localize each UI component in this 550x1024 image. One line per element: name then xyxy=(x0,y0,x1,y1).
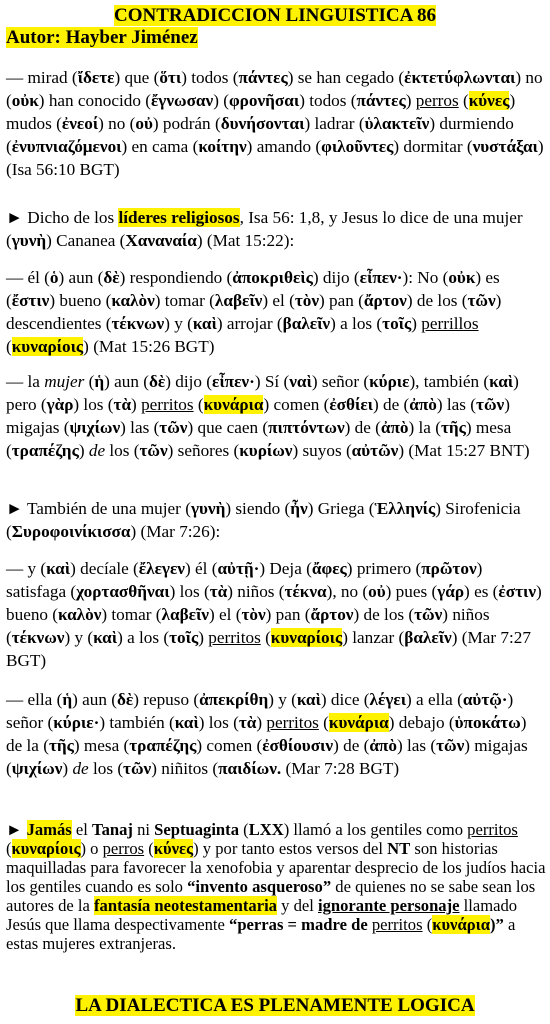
text-run: ) tomar ( xyxy=(154,291,215,310)
text-run: — y ( xyxy=(6,559,47,578)
text-run: ἴδετε xyxy=(77,68,115,87)
text-run: LXX xyxy=(248,820,284,839)
paragraph-context-2 xyxy=(6,497,546,543)
text-run: ) que caen ( xyxy=(187,418,269,437)
text-run: ) Sí ( xyxy=(254,372,290,391)
text-run: ) es ( xyxy=(464,582,499,601)
text-run: παιδίων. xyxy=(218,759,282,778)
text-run: τὰ xyxy=(113,395,132,414)
text-run: τοῖς xyxy=(169,628,199,647)
text-run: κυνάρια xyxy=(432,915,491,934)
text-run: ) o xyxy=(80,839,103,858)
text-run: ) no ( xyxy=(98,114,136,133)
text-run: καλὸν xyxy=(111,291,155,310)
text-run: ): No ( xyxy=(402,268,449,287)
text-run: ἐσθίει xyxy=(329,395,373,414)
text-run: ) aun ( xyxy=(58,268,104,287)
text-run: ) lanzar ( xyxy=(342,628,405,647)
text-run: λαβεῖν xyxy=(214,291,263,310)
text-run: ὑποκάτω xyxy=(454,713,521,732)
text-run: — ella ( xyxy=(6,690,63,709)
text-run: ὑλακτεῖν xyxy=(364,114,430,133)
text-run: ) que ( xyxy=(114,68,160,87)
text-run: ) los ( xyxy=(198,713,239,732)
text-run: καὶ xyxy=(296,690,321,709)
text-run: ) niñitos ( xyxy=(151,759,219,778)
text-run: ) señor ( xyxy=(6,690,514,732)
text-run: ) las ( xyxy=(436,395,477,414)
text-run: ) de ( xyxy=(344,418,381,437)
text-run: ) Cananea ( xyxy=(46,231,126,250)
text-run: κυνάρια xyxy=(203,395,264,414)
text-run: ) la ( xyxy=(408,418,441,437)
text-run: ) de la ( xyxy=(6,713,527,755)
text-run: ) xyxy=(131,395,142,414)
text-run: ( xyxy=(193,395,204,414)
text-run: τὸν xyxy=(294,291,320,310)
paragraph-mark-7-28 xyxy=(6,688,546,780)
text-run: ) y ( xyxy=(64,628,94,647)
text-run: ) a los ( xyxy=(117,628,170,647)
text-run: ἄρτον xyxy=(363,291,407,310)
text-run: νυστάξαι xyxy=(472,137,538,156)
paragraph-conclusion xyxy=(6,820,546,953)
text-run: ἐνεοί xyxy=(61,114,99,133)
text-run: ἀπεκρίθη xyxy=(199,690,269,709)
text-run: “invento asqueroso” xyxy=(187,877,332,896)
text-run: δὲ xyxy=(116,690,134,709)
text-run: ) los ( xyxy=(169,582,210,601)
text-run: — mirad ( xyxy=(6,68,78,87)
text-run: τέκνων xyxy=(11,628,65,647)
text-run: γάρ xyxy=(437,582,465,601)
text-run: ) (Mar 7:27 BGT) xyxy=(6,628,531,670)
text-run: οὐ xyxy=(135,114,153,133)
text-run: ► También de una mujer ( xyxy=(6,499,191,518)
text-run: ) y ( xyxy=(268,690,297,709)
text-run: ) satisfaga ( xyxy=(6,559,483,601)
text-run: τῆς xyxy=(48,736,74,755)
text-run: Septuaginta xyxy=(154,820,239,839)
text-run: ) niños ( xyxy=(6,605,490,647)
text-run: ) llamó a los gentiles como xyxy=(283,820,468,839)
text-run: δὲ xyxy=(103,268,120,287)
text-run: ) xyxy=(256,713,267,732)
text-run: ) pero ( xyxy=(6,372,519,414)
text-run: los ( xyxy=(88,759,124,778)
text-run: τῶν xyxy=(414,605,443,624)
text-run: ) xyxy=(198,628,209,647)
text-run: ) dormitar ( xyxy=(393,137,473,156)
text-run: ), también ( xyxy=(409,372,490,391)
text-run: ὁ xyxy=(49,268,59,287)
paragraph-context-1 xyxy=(6,206,546,252)
text-run: NT xyxy=(387,839,411,858)
text-run: καλὸν xyxy=(58,605,102,624)
text-run: κυνάρια xyxy=(328,713,389,732)
text-run: ) las ( xyxy=(120,418,160,437)
text-run: ) señores ( xyxy=(167,441,240,460)
paragraph-mark-7-27 xyxy=(6,557,546,672)
text-run: ἄφες xyxy=(311,559,347,578)
text-run: a estas mujeres extranjeras. xyxy=(6,915,516,953)
text-run: perritos xyxy=(371,915,423,934)
text-run: ) y por tanto estos versos del xyxy=(193,839,388,858)
text-run: ) bueno ( xyxy=(49,291,112,310)
text-run: ) y ( xyxy=(164,314,193,333)
text-run: κύριε xyxy=(369,372,410,391)
text-run: ) bueno ( xyxy=(6,582,542,624)
text-run: los ( xyxy=(105,441,140,460)
paragraph-matthew-15-26 xyxy=(6,266,546,358)
text-run: mujer xyxy=(44,372,85,391)
text-run: καὶ xyxy=(192,314,217,333)
text-run: ) xyxy=(78,441,89,460)
text-run: ) arrojar ( xyxy=(216,314,283,333)
text-run: ἔλεγεν xyxy=(138,559,185,578)
text-run: ) migajas ( xyxy=(6,395,510,437)
text-run: κυναρίοις xyxy=(11,337,84,356)
text-run: ἡ xyxy=(62,690,73,709)
text-run: ) a ella ( xyxy=(406,690,463,709)
text-run: Tanaj xyxy=(92,820,133,839)
text-run: ναὶ xyxy=(289,372,312,391)
text-run: ) (Mat 15:26 BGT) xyxy=(83,337,215,356)
text-run: ψιχίων xyxy=(11,759,63,778)
text-run: ) descendientes ( xyxy=(6,291,502,333)
text-run: τέκνων xyxy=(111,314,165,333)
text-run: βαλεῖν xyxy=(404,628,452,647)
text-run: ( xyxy=(6,839,12,858)
text-run: ) ( xyxy=(213,91,229,110)
text-run: καὶ xyxy=(46,559,71,578)
text-run: ἄρτον xyxy=(310,605,354,624)
text-run: κύριε· xyxy=(53,713,100,732)
text-run: ) niños ( xyxy=(227,582,285,601)
text-run: ) Sirofenicia ( xyxy=(6,499,521,541)
text-run: ( xyxy=(318,713,329,732)
text-run: κυναρίοις xyxy=(11,839,81,858)
text-run: τῶν xyxy=(139,441,168,460)
text-run: οὐκ xyxy=(448,268,476,287)
text-run: ) pan ( xyxy=(265,605,311,624)
text-run: — él ( xyxy=(6,268,50,287)
text-run: ( xyxy=(144,839,154,858)
text-run: φιλοῦντες xyxy=(321,137,394,156)
text-run: εἶπεν· xyxy=(212,372,255,391)
paragraph-isaiah xyxy=(6,66,546,181)
text-run: ( xyxy=(422,915,433,934)
text-run: ) a los ( xyxy=(330,314,383,333)
text-run: τῶν xyxy=(436,736,465,755)
text-run: ἔστιν xyxy=(11,291,50,310)
text-run: λαβεῖν xyxy=(161,605,209,624)
text-run: “perras = madre de xyxy=(229,915,372,934)
text-run: λέγει xyxy=(369,690,407,709)
text-run: ) xyxy=(405,91,416,110)
text-run: ) (Mat 15:22): xyxy=(196,231,295,250)
text-run: ) respondiendo ( xyxy=(119,268,233,287)
text-run: κοίτην xyxy=(198,137,247,156)
text-run: líderes religiosos xyxy=(118,208,240,227)
text-run: el xyxy=(71,820,93,839)
text-run: ) decíale ( xyxy=(70,559,139,578)
text-run: — la xyxy=(6,372,45,391)
text-run: perritos xyxy=(266,713,319,732)
text-run: τῶν xyxy=(476,395,505,414)
text-run: ) no ( xyxy=(6,68,543,110)
text-run: ) pan ( xyxy=(319,291,364,310)
text-run: Jamás xyxy=(26,820,72,839)
text-run: ) (Mat 15:27 BNT) xyxy=(398,441,530,460)
text-run: ) de los ( xyxy=(406,291,468,310)
text-run: ἐνυπνιαζόμενοι xyxy=(11,137,122,156)
text-run: y del xyxy=(276,896,318,915)
text-run: τὸν xyxy=(241,605,266,624)
text-run: perritos xyxy=(208,628,261,647)
text-run: ( xyxy=(6,337,12,356)
text-run: τῶν xyxy=(123,759,152,778)
text-run: ) de los ( xyxy=(353,605,415,624)
footer-slogan xyxy=(0,995,550,1017)
author-line xyxy=(6,27,198,49)
text-run: ) suyos ( xyxy=(292,441,352,460)
text-run: καὶ xyxy=(174,713,199,732)
text-run: Ἑλληνίς xyxy=(374,499,436,518)
text-run: ἀπὸ xyxy=(369,736,397,755)
text-run: ) repuso ( xyxy=(133,690,200,709)
text-run: ἦν xyxy=(290,499,308,518)
text-run: llamado Jesús que llama despectivamente xyxy=(6,896,518,934)
text-run: γυνὴ xyxy=(11,231,47,250)
text-run: ) señor ( xyxy=(311,372,370,391)
footer-text: LA DIALECTICA ES PLENAMENTE LOGICA xyxy=(75,995,475,1016)
text-run: son historias maquilladas para favorecer la xenofobia y aparentar desprecio de los judíos hacia los gentiles cuando es solo xyxy=(6,839,546,896)
text-run: ) podrán ( xyxy=(152,114,221,133)
text-run: βαλεῖν xyxy=(282,314,331,333)
text-run: ) todos ( xyxy=(181,68,239,87)
text-run: ) en cama ( xyxy=(121,137,199,156)
text-run: ἀπὸ xyxy=(409,395,437,414)
text-run: χορτασθῆναι xyxy=(76,582,170,601)
text-run: τραπέζης xyxy=(129,736,197,755)
text-run: οὐκ xyxy=(11,91,39,110)
text-run: ) comen ( xyxy=(196,736,263,755)
text-run: καὶ xyxy=(93,628,118,647)
text-run: αὐτῷ· xyxy=(462,690,508,709)
text-run: ἡ xyxy=(94,372,105,391)
text-run: ἀπὸ xyxy=(380,418,409,437)
text-run: κυρίων xyxy=(239,441,293,460)
text-run: τοῖς xyxy=(382,314,412,333)
text-run: (Mar 7:28 BGT) xyxy=(281,759,400,778)
text-run: ) mesa ( xyxy=(73,736,130,755)
text-run: γὰρ xyxy=(46,395,74,414)
text-run: πρῶτον xyxy=(421,559,477,578)
text-run: Χαναναία xyxy=(125,231,197,250)
text-run: τὰ xyxy=(238,713,257,732)
text-run: ) migajas ( xyxy=(6,736,528,778)
text-run: κυναρίοις xyxy=(270,628,343,647)
text-run: τὰ xyxy=(209,582,228,601)
text-run: de xyxy=(88,441,106,460)
text-run: τραπέζης xyxy=(11,441,79,460)
text-run: ) también ( xyxy=(99,713,175,732)
text-run: καὶ xyxy=(489,372,514,391)
text-run: Συροφοινίκισσα xyxy=(11,522,131,541)
text-run: ἐσθίουσιν xyxy=(262,736,334,755)
text-run: ) el ( xyxy=(208,605,242,624)
text-run: ) mudos ( xyxy=(6,91,516,133)
text-run: ( xyxy=(239,820,249,839)
text-run: ) durmiendo ( xyxy=(6,114,514,156)
text-run: γυνὴ xyxy=(190,499,226,518)
text-run: ( xyxy=(458,91,469,110)
text-run: ) aun ( xyxy=(104,372,149,391)
text-run: perros xyxy=(102,839,145,858)
text-run: perritos xyxy=(467,820,518,839)
text-run: ) las ( xyxy=(396,736,437,755)
text-run: fantasía neotestamentaria xyxy=(94,896,277,915)
text-run: ὅτι xyxy=(159,68,182,87)
text-run: τῶν xyxy=(467,291,496,310)
text-run: , Isa 56: 1,8, y Jesus lo dice de una mujer ( xyxy=(6,208,523,250)
text-run: ( xyxy=(260,628,271,647)
text-run: δὲ xyxy=(148,372,166,391)
paragraph-matthew-15-27 xyxy=(6,370,546,462)
text-run: ) Deja ( xyxy=(259,559,312,578)
text-run: ) ladrar ( xyxy=(304,114,365,133)
text-run: ), no ( xyxy=(326,582,369,601)
text-run: τέκνα xyxy=(284,582,327,601)
text-run: perrillos xyxy=(421,314,479,333)
text-run: ἔγνωσαν xyxy=(150,91,214,110)
text-run: ) todos ( xyxy=(299,91,357,110)
text-run: ) mesa ( xyxy=(6,418,512,460)
text-run: ) (Mar 7:26): xyxy=(130,522,221,541)
text-run: ) xyxy=(411,314,422,333)
text-run: ( xyxy=(84,372,95,391)
text-run: πάντες xyxy=(356,91,406,110)
text-run: ) Griega ( xyxy=(307,499,375,518)
text-run: ) tomar ( xyxy=(101,605,162,624)
text-run: ) debajo ( xyxy=(388,713,455,732)
text-run: ) el ( xyxy=(262,291,295,310)
text-run: ) (Isa 56:10 BGT) xyxy=(6,137,544,179)
text-run: ) amando ( xyxy=(246,137,322,156)
text-run: ἐστιν xyxy=(498,582,537,601)
author-text: Autor: Hayber Jiménez xyxy=(6,27,198,48)
text-run: αὐτῇ· xyxy=(217,559,260,578)
text-run: δυνήσονται xyxy=(220,114,305,133)
text-run: τῆς xyxy=(440,418,466,437)
text-run: ψιχίων xyxy=(69,418,121,437)
text-run: ) siendo ( xyxy=(225,499,291,518)
text-run: ) es ( xyxy=(6,268,500,310)
document-title xyxy=(0,5,550,27)
text-run: ἐκτετύφλωνται xyxy=(404,68,516,87)
text-run: perros xyxy=(415,91,459,110)
text-run: κύνες xyxy=(468,91,510,110)
text-run: ) xyxy=(62,759,73,778)
text-run: ) dice ( xyxy=(320,690,370,709)
text-run: ) dijo ( xyxy=(165,372,212,391)
text-run: ) se han cegado ( xyxy=(287,68,405,87)
text-run: ► Dicho de los xyxy=(6,208,119,227)
text-run: εἶπεν· xyxy=(359,268,403,287)
text-run: ) dijo ( xyxy=(312,268,360,287)
text-run: ni xyxy=(132,820,155,839)
text-run: ignorante personaje xyxy=(318,896,460,915)
text-run: πάντες xyxy=(238,68,288,87)
text-run: ) de ( xyxy=(333,736,370,755)
text-run: κύνες xyxy=(153,839,194,858)
text-run: )” xyxy=(490,915,504,934)
text-run: οὐ xyxy=(368,582,386,601)
text-run: τῶν xyxy=(159,418,188,437)
text-run: ) de ( xyxy=(373,395,410,414)
text-run: perritos xyxy=(141,395,194,414)
text-run: ) él ( xyxy=(184,559,218,578)
text-run: ) los ( xyxy=(73,395,114,414)
text-run: φρονῆσαι xyxy=(228,91,300,110)
text-run: ἀποκριθεὶς xyxy=(232,268,313,287)
text-run: de xyxy=(72,759,89,778)
text-run: ) aun ( xyxy=(72,690,117,709)
text-run: ) comen ( xyxy=(263,395,330,414)
title-text: CONTRADICCION LINGUISTICA 86 xyxy=(114,5,436,26)
text-run: ) pues ( xyxy=(385,582,438,601)
text-run: de quienes no se sabe sean los autores de la xyxy=(6,877,536,915)
text-run: ) primero ( xyxy=(346,559,422,578)
text-run: ) han conocido ( xyxy=(38,91,151,110)
text-run: πιπτόντων xyxy=(268,418,345,437)
text-run: ► xyxy=(6,820,27,839)
text-run: αὐτῶν xyxy=(351,441,399,460)
